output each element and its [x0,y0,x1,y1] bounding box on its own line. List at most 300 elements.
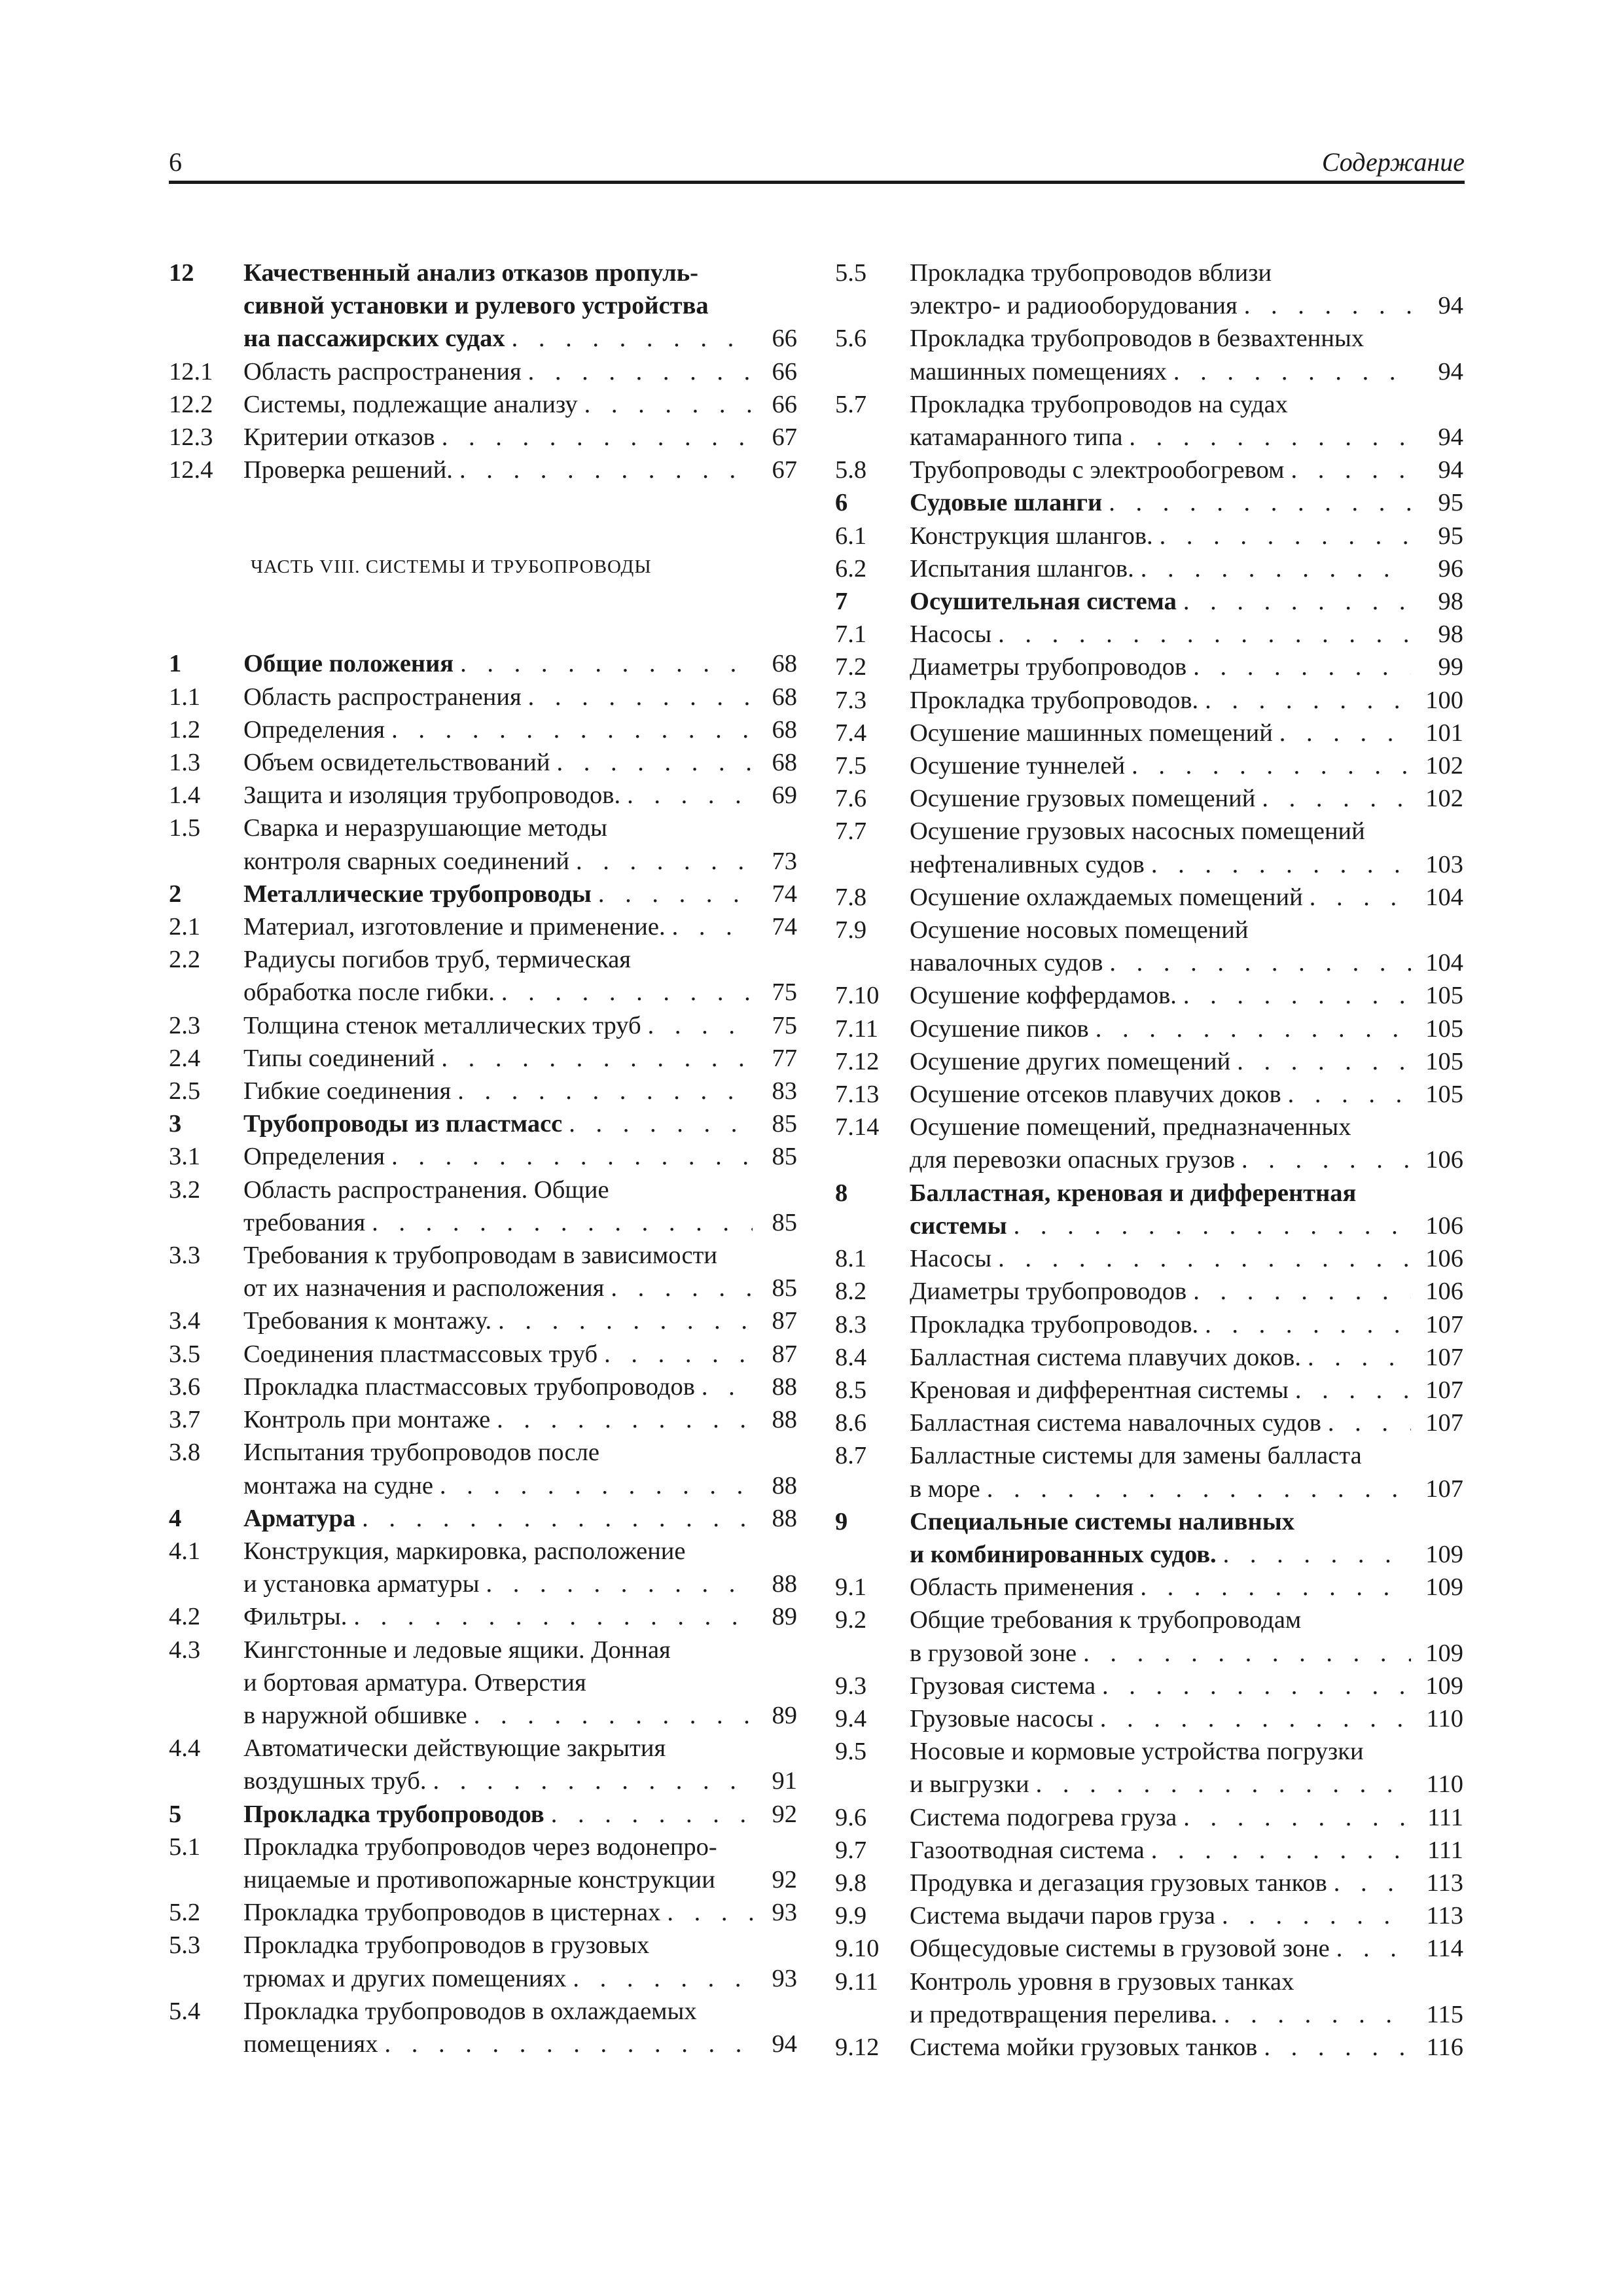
toc-entry[interactable] [169,1338,797,1371]
toc-entry-line [243,421,753,454]
toc-entry[interactable] [835,520,1463,552]
toc-section-entry[interactable] [169,878,797,910]
dot-leader [991,1242,1411,1275]
toc-entry-line [910,1768,1411,1801]
toc-entry-title [243,1009,753,1042]
toc-entry-title [910,618,1411,651]
toc-entry[interactable] [835,552,1463,585]
toc-entry-number: 5.1 [169,1833,201,1861]
dot-leader [660,1896,753,1929]
toc-entry-line-text: Защита и изоляция трубопроводов. [243,781,621,810]
toc-entry-line [910,1867,1411,1899]
toc-entry[interactable] [835,1045,1463,1078]
toc-entry-title [243,681,753,713]
dot-leader [604,1272,753,1304]
toc-entry-line-text: Система мойки грузовых танков [910,2033,1258,2061]
toc-entry-number: 1.5 [169,814,201,842]
toc-entry-line [910,520,1411,552]
toc-entry-title [243,421,753,454]
toc-entry-title [910,1111,1411,1176]
toc-entry-title [910,815,1411,880]
toc-entry-number: 5.3 [169,1931,201,1960]
toc-entry-line-text: Грузовые насосы [910,1704,1094,1732]
toc-entry-line-text: Осушительная система [910,588,1177,616]
toc-entry-line [910,454,1411,486]
toc-section-entry[interactable] [169,1502,797,1535]
toc-entry-number: 12.4 [169,456,213,484]
toc-entry-number: 12.3 [169,423,213,452]
dot-leader [1198,684,1411,717]
toc-entry-page: 74 [772,880,797,908]
toc-entry-number: 7.13 [835,1081,880,1109]
toc-entry-number: 7.14 [835,1113,880,1141]
toc-entry-line: Испытания трубопроводов после [243,1439,599,1467]
toc-entry[interactable] [835,1571,1463,1604]
toc-entry-title [243,1075,753,1107]
toc-entry-line [243,713,753,746]
toc-entry-number: 2.4 [169,1044,201,1072]
toc-entry-number: 12 [169,259,194,287]
toc-entry-page: 99 [1438,653,1463,681]
toc-entry-title [910,1867,1411,1899]
dot-leader [1125,749,1411,782]
toc-entry-page: 96 [1438,554,1463,583]
toc-entry-number: 9 [835,1507,848,1535]
dot-leader [1145,1834,1411,1867]
toc-entry-page: 66 [772,325,797,353]
toc-entry[interactable] [169,1239,797,1304]
dot-leader [1301,1341,1411,1374]
toc-entry-line-text: Фильтры. [243,1603,348,1631]
toc-entry-number: 2.3 [169,1011,201,1039]
toc-entry[interactable] [835,684,1463,717]
toc-entry-number: 8.4 [835,1343,867,1371]
toc-entry-line [910,1702,1411,1735]
toc-entry-number: 5.2 [169,1899,201,1927]
toc-entry-line [243,1469,753,1502]
toc-entry-page: 69 [772,781,797,810]
toc-entry-line [243,1338,753,1371]
toc-entry-page: 107 [1425,1343,1463,1371]
toc-entry-title [910,651,1411,683]
toc-entry-page: 100 [1425,686,1463,714]
toc-entry-line-text: Контроль при монтаже [243,1406,491,1434]
dot-leader [641,1009,753,1042]
toc-entry-line: Осушение грузовых насосных помещений [910,817,1365,846]
toc-entry-line [243,2028,753,2060]
toc-entry[interactable] [835,815,1463,880]
toc-entry-line-text: Область применения [910,1573,1134,1602]
toc-entry-title [910,1341,1411,1374]
toc-section-entry[interactable] [169,647,797,680]
toc-entry-number: 7.6 [835,785,867,813]
toc-entry[interactable] [835,1308,1463,1341]
toc-entry[interactable] [835,388,1463,454]
dot-leader [1094,1702,1411,1735]
toc-entry-line [243,1403,753,1436]
toc-entry-line [910,1407,1411,1439]
dot-leader [378,2028,753,2060]
toc-entry-line [243,1107,753,1140]
toc-entry[interactable] [169,454,797,486]
toc-entry-line-text: Креновая и дифферентная системы [910,1376,1289,1404]
toc-entry-number: 2.5 [169,1077,201,1105]
toc-entry-title [243,910,753,943]
toc-entry-page: 106 [1425,1211,1463,1240]
toc-entry-title [243,1929,753,1994]
toc-entry-line-text: Соединения пластмассовых труб [243,1340,598,1368]
toc-entry-line: Носовые и кормовые устройства погрузки [910,1738,1364,1766]
toc-entry[interactable] [835,1965,1463,2031]
toc-section-entry[interactable] [169,1798,797,1831]
toc-entry-line [910,1013,1411,1045]
toc-entry-line-text: в наружной обшивке [243,1701,467,1729]
toc-entry-line-text: Газоотводная система [910,1836,1145,1864]
toc-entry[interactable] [835,1932,1463,1965]
toc-entry-number: 8.5 [835,1376,867,1404]
toc-entry-line [910,1078,1411,1111]
toc-entry-title [910,1571,1411,1604]
toc-entry-title [910,257,1411,322]
toc-entry-title [910,1834,1411,1867]
dot-leader [479,1568,753,1600]
toc-entry-line [910,1801,1411,1834]
toc-entry-page: 107 [1425,1376,1463,1404]
toc-entry-line-text: Конструкция шлангов. [910,522,1153,550]
toc-entry-title [243,1042,753,1075]
toc-entry-page: 94 [772,2030,797,2058]
toc-entry-page: 109 [1425,1540,1463,1568]
toc-entry-line [243,1206,753,1239]
toc-entry[interactable] [835,1013,1463,1045]
toc-entry-title [910,717,1411,749]
toc-entry-title [910,684,1411,717]
toc-entry-line: Специальные системы наливных [910,1507,1295,1535]
toc-entry[interactable] [835,1801,1463,1834]
toc-entry-title [910,388,1411,454]
toc-entry-page: 106 [1425,1146,1463,1174]
toc-entry-line: Радиусы погибов труб, термическая [243,946,631,974]
toc-entry[interactable] [835,651,1463,683]
dot-leader [1273,717,1411,749]
toc-entry-page: 116 [1426,2033,1463,2061]
toc-entry[interactable] [169,1600,797,1633]
toc-entry-title [910,1407,1411,1439]
toc-entry-line [243,1765,753,1797]
toc-entry-line-text: Область распространения [243,357,522,386]
toc-entry-line [243,779,753,812]
toc-entry-page: 68 [772,749,797,777]
toc-entry[interactable] [835,1078,1463,1111]
toc-entry-line-text: Трубопроводы с электрообогревом [910,456,1285,484]
toc-entry[interactable] [169,1436,797,1501]
toc-entry-line [243,1042,753,1075]
toc-entry-title [243,1995,753,2060]
toc-entry[interactable] [169,943,797,1009]
toc-entry-page: 94 [1438,456,1463,484]
toc-entry[interactable] [835,257,1463,322]
toc-entry-line-text: на пассажирских судах [243,325,505,353]
toc-entry[interactable] [835,749,1463,782]
toc-entry[interactable] [169,681,797,713]
toc-entry-line-text: Испытания шлангов. [910,554,1134,583]
toc-entry[interactable] [835,454,1463,486]
part-heading: ЧАСТЬ VIII. СИСТЕМЫ И ТРУБОПРОВОДЫ [251,556,652,578]
toc-entry[interactable] [835,1407,1463,1439]
dot-leader [1077,1637,1411,1670]
toc-entry-number: 7 [835,588,848,616]
toc-entry[interactable] [169,713,797,746]
toc-entry-page: 87 [772,1340,797,1368]
toc-section-entry[interactable] [835,1177,1463,1242]
dot-leader [453,454,753,486]
dot-leader [550,746,753,779]
toc-entry-title [243,812,753,877]
toc-entry-number: 4.4 [169,1734,201,1763]
dot-leader [451,1075,753,1107]
toc-entry[interactable] [169,1371,797,1403]
toc-entry[interactable] [169,1831,797,1896]
toc-entry[interactable] [169,812,797,877]
dot-leader [467,1699,753,1732]
dot-leader [1198,1308,1411,1341]
toc-entry-number: 9.12 [835,2033,880,2061]
toc-entry-number: 6 [835,489,848,517]
dot-leader [566,1962,753,1995]
toc-entry[interactable] [169,1075,797,1107]
toc-entry[interactable] [169,1995,797,2060]
toc-entry[interactable] [169,421,797,454]
toc-entry-line [910,1143,1411,1176]
dot-leader [1281,1078,1411,1111]
toc-entry[interactable] [835,618,1463,651]
dot-leader [1167,355,1411,388]
toc-entry[interactable] [169,746,797,779]
toc-entry[interactable] [835,1867,1463,1899]
dot-leader [1177,1801,1411,1834]
toc-entry-title [910,1801,1411,1834]
toc-entry-line-text: Продувка и дегазация грузовых танков [910,1869,1327,1897]
toc-entry-title [910,322,1411,387]
toc-entry[interactable] [835,1439,1463,1505]
toc-entry[interactable] [169,1174,797,1239]
toc-entry-number: 7.1 [835,620,867,649]
toc-entry-number: 9.5 [835,1738,867,1766]
dot-leader [620,779,753,812]
toc-entry[interactable] [835,979,1463,1012]
toc-entry-number: 12.1 [169,357,213,386]
toc-entry-page: 88 [772,1406,797,1434]
toc-entry-page: 106 [1425,1278,1463,1306]
toc-entry[interactable] [835,1111,1463,1176]
toc-entry-line-text: требования [243,1208,366,1236]
toc-entry-title [243,1600,753,1633]
dot-leader [347,1600,753,1633]
toc-entry-line: Прокладка трубопроводов через водонепро- [243,1833,717,1861]
toc-entry-page: 85 [772,1143,797,1171]
toc-entry-page: 85 [772,1208,797,1236]
toc-entry-title [243,388,753,421]
toc-entry[interactable] [835,1604,1463,1669]
toc-entry-title [243,1535,753,1600]
toc-entry-number: 6.1 [835,522,867,550]
toc-entry-title [243,1896,753,1929]
toc-entry[interactable] [169,1009,797,1042]
toc-entry-line [910,486,1411,519]
toc-entry-line [910,749,1411,782]
toc-entry-number: 5 [169,1800,182,1828]
toc-entry-line: Область распространения. Общие [243,1175,609,1204]
toc-entry-line: Требования к трубопроводам в зависимости [243,1242,717,1270]
toc-entry[interactable] [169,910,797,943]
toc-entry[interactable] [835,1242,1463,1275]
dot-leader [578,388,753,421]
toc-entry-page: 111 [1427,1803,1463,1831]
toc-entry[interactable] [835,782,1463,815]
toc-entry-number: 9.4 [835,1704,867,1732]
toc-entry-number: 2.1 [169,913,201,941]
toc-entry-title [910,1242,1411,1275]
toc-entry[interactable] [835,322,1463,387]
dot-leader [1096,1670,1411,1702]
toc-entry-title [910,520,1411,552]
toc-entry[interactable] [169,1732,797,1797]
dot-leader [1217,1538,1411,1571]
toc-entry-line-text: от их назначения и расположения [243,1274,605,1302]
dot-leader [1230,1045,1411,1078]
toc-entry-title [243,1436,753,1501]
toc-entry-line: Контроль уровня в грузовых танках [910,1967,1294,1996]
toc-entry-line [910,1670,1411,1702]
toc-entry-line-text: Системы, подлежащие анализу [243,390,578,418]
dot-leader [666,910,753,943]
toc-entry-line-text: Трубопроводы из пластмасс [243,1110,563,1138]
dot-leader [522,681,753,713]
toc-entry[interactable] [835,1735,1463,1801]
toc-entry-number: 7.11 [835,1014,878,1043]
toc-entry[interactable] [169,1304,797,1337]
dot-leader [1089,1013,1411,1045]
toc-entry[interactable] [169,1140,797,1173]
toc-entry-line-text: Осушение отсеков плавучих доков [910,1081,1281,1109]
toc-entry[interactable] [835,1899,1463,1932]
toc-entry[interactable] [835,914,1463,979]
toc-section-entry[interactable] [835,1505,1463,1571]
toc-entry-title [243,779,753,812]
toc-entry-page: 87 [772,1307,797,1335]
toc-entry-number: 9.10 [835,1935,880,1963]
toc-entry[interactable] [835,1702,1463,1735]
toc-entry-line [910,979,1411,1012]
toc-entry-title [910,979,1411,1012]
toc-entry[interactable] [835,1834,1463,1867]
toc-entry-page: 110 [1426,1704,1463,1732]
toc-entry[interactable] [169,1403,797,1436]
toc-entry[interactable] [835,2031,1463,2064]
toc-entry-line-text: помещениях [243,2030,378,2058]
toc-entry-line-text: Общесудовые системы в грузовой зоне [910,1935,1330,1963]
toc-entry-page: 113 [1426,1869,1463,1897]
toc-entry-line [243,845,753,878]
toc-entry-number: 9.3 [835,1672,867,1700]
toc-entry[interactable] [835,1670,1463,1702]
toc-entry-line [243,388,753,421]
toc-entry-title [243,355,753,388]
toc-entry-page: 105 [1425,1047,1463,1075]
toc-entry-line [243,1272,753,1304]
toc-entry-title [243,257,753,355]
toc-entry-line [910,2031,1411,2064]
toc-entry[interactable] [835,881,1463,914]
toc-entry-title [910,1505,1411,1571]
dot-leader [1284,454,1411,486]
toc-entry-page: 66 [772,357,797,386]
toc-entry-page: 98 [1438,620,1463,649]
toc-entry-line-text: Диаметры трубопроводов [910,653,1187,681]
toc-entry[interactable] [169,1535,797,1600]
toc-entry-line [243,1009,753,1042]
toc-entry-line [243,976,753,1009]
toc-section-entry[interactable] [835,486,1463,519]
toc-entry[interactable] [169,1896,797,1929]
toc-entry-line [243,647,753,680]
toc-section-entry[interactable] [169,1107,797,1140]
toc-entry-line-text: Область распространения [243,683,522,711]
toc-entry[interactable] [835,1341,1463,1374]
dot-leader [1238,289,1411,322]
toc-entry[interactable] [835,1374,1463,1407]
toc-entry-line-text: Гибкие соединения [243,1077,452,1105]
toc-entry-number: 3.3 [169,1242,201,1270]
toc-section-entry[interactable] [835,585,1463,618]
dot-leader [385,1140,753,1173]
dot-leader [435,1042,753,1075]
toc-entry[interactable] [169,1929,797,1994]
toc-entry-page: 107 [1425,1475,1463,1503]
toc-entry-number: 8 [835,1179,848,1207]
toc-section-entry[interactable] [169,257,797,355]
dot-leader [1255,782,1411,815]
toc-entry-page: 68 [772,683,797,711]
toc-entry-line [243,746,753,779]
toc-entry-number: 1.2 [169,715,201,744]
toc-entry-title [910,1308,1411,1341]
dot-leader [490,1403,753,1436]
toc-entry-title [910,552,1411,585]
toc-entry[interactable] [169,779,797,812]
toc-entry-line-text: Грузовая система [910,1672,1096,1700]
toc-entry-line [910,782,1411,815]
toc-entry-title [910,1013,1411,1045]
toc-entry-line [910,585,1411,618]
toc-entry[interactable] [835,717,1463,749]
toc-entry-number: 3.7 [169,1406,201,1434]
toc-entry[interactable] [169,1042,797,1075]
toc-entry[interactable] [169,388,797,421]
toc-entry[interactable] [169,355,797,388]
toc-entry-number: 7.5 [835,752,867,780]
toc-entry-number: 8.7 [835,1442,867,1470]
toc-entry-line-text: Прокладка трубопроводов. [910,1310,1199,1338]
toc-entry-line [243,681,753,713]
toc-entry[interactable] [835,1275,1463,1308]
dot-leader [435,421,753,454]
toc-entry[interactable] [169,1634,797,1732]
toc-entry-line [243,1568,753,1600]
toc-entry-line [910,421,1411,454]
toc-entry-page: 115 [1426,2000,1463,2028]
toc-entry-number: 1.1 [169,683,201,711]
